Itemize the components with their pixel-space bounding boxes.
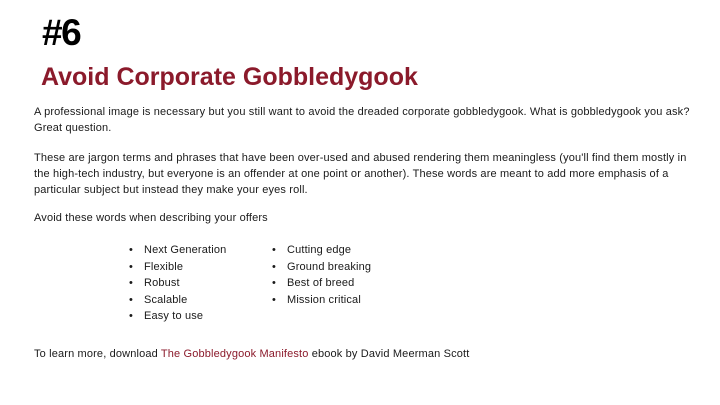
bullet-icon: •	[129, 293, 134, 306]
bullet-icon: •	[272, 293, 277, 306]
list-item-label: Scalable	[144, 293, 188, 306]
list-item-label: Flexible	[144, 260, 184, 273]
footer-text	[34, 346, 469, 362]
bullet-icon: •	[129, 244, 134, 256]
bullet-icon: •	[129, 310, 134, 322]
list-item	[272, 275, 371, 292]
slide-number: #6	[42, 12, 81, 53]
list-item	[272, 259, 371, 276]
list-item	[272, 242, 371, 259]
lead-in-paragraph: Avoid these words when describing your offers	[34, 212, 268, 224]
list-item-label: Ground breaking	[287, 260, 372, 273]
list-item-label: Cutting edge	[287, 244, 352, 256]
list-item-label: Easy to use	[144, 310, 204, 322]
intro-paragraph: A professional image is necessary but you still want to avoid the dreaded corporate gobbledygook. What is gobbledygook you ask? Great question.	[34, 106, 690, 134]
slide-title: Avoid Corporate Gobbledygook	[41, 63, 418, 91]
footer-prefix: To learn more, download	[34, 348, 161, 360]
list-item-label: Best of breed	[287, 277, 355, 289]
list-item-label: Next Generation	[144, 244, 227, 256]
list-item-label: Mission critical	[287, 293, 361, 306]
bullet-icon: •	[272, 277, 277, 289]
definition-paragraph: These are jargon terms and phrases that have been over-used and abused rendering them meaningless (you'll find them mostly in the high-tech industry, but everyone is an offender at one point or another). These words are meant to add more emphasis of a particular subject but instead they make your eyes roll.	[34, 152, 687, 196]
list-item	[129, 259, 226, 276]
buzzword-list-left	[129, 242, 226, 325]
list-item	[129, 292, 226, 309]
manifesto-link[interactable]: The Gobbledygook Manifesto	[160, 348, 309, 360]
list-item	[129, 308, 226, 325]
list-item	[272, 292, 371, 309]
list-item	[129, 242, 226, 259]
bullet-icon: •	[272, 244, 277, 256]
bullet-icon: •	[129, 260, 134, 273]
list-item-label: Robust	[144, 277, 180, 289]
buzzword-list-right	[272, 242, 371, 308]
list-item	[129, 275, 226, 292]
bullet-icon: •	[272, 260, 277, 273]
bullet-icon: •	[129, 277, 134, 289]
footer-suffix: ebook by David Meerman Scott	[308, 348, 470, 360]
